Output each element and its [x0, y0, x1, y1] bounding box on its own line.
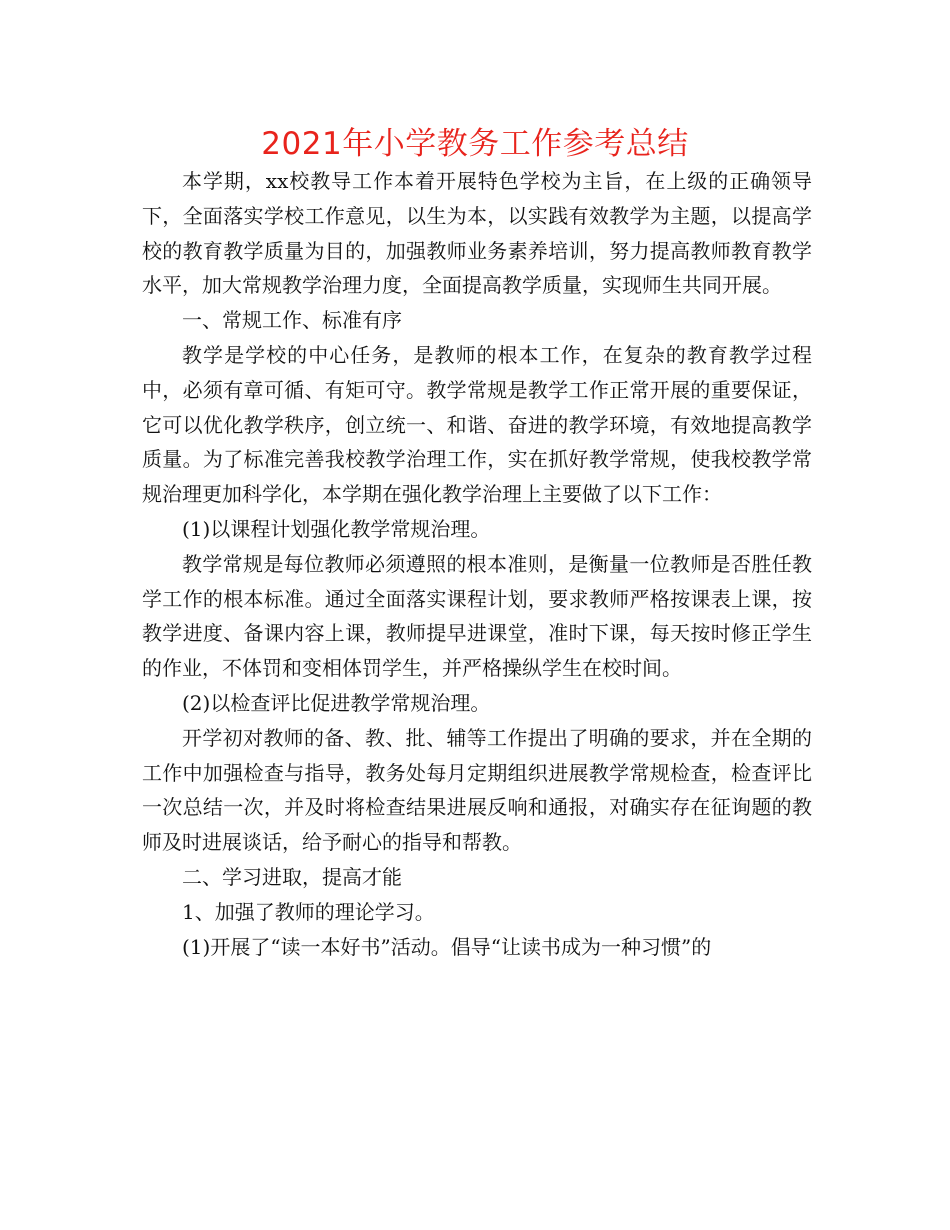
document-body [142, 164, 812, 964]
document-title: 2021年小学教务工作参考总结 [261, 126, 689, 162]
paragraph-intro: 本学期，xx校教导工作本着开展特色学校为主旨，在上级的正确领导下，全面落实学校工作意见，以生为本，以实践有效教学为主题，以提高学校的教育教学质量为目的，加强教师业务素养培训，努力提高教师教育教学水平，加大常规教学治理力度，全面提高教学质量，实现师生共同开展。 [142, 169, 812, 298]
section-heading-1: 一、常规工作、标准有序 [182, 308, 402, 333]
section-heading-2: 二、学习进取，提高才能 [182, 864, 402, 889]
paragraph-inspection: 开学初对教师的备、教、批、辅等工作提出了明确的要求，并在全期的工作中加强检查与指导，教务处每月定期组织进展教学常规检查，检查评比一次总结一次，并及时将检查结果进展反响和通报，对确实存在征询题的教师及时进展谈话，给予耐心的指导和帮教。 [142, 725, 812, 855]
paragraph-teaching-routine: 教学是学校的中心任务，是教师的根本工作，在复杂的教育教学过程中，必须有章可循、有矩可守。教学常规是教学工作正常开展的重要保证，它可以优化教学秩序，创立统一、和谐、奋进的教学环境，有效地提高教学质量。为了标准完善我校教学治理工作，实在抓好教学常规，使我校教学常规治理更加科学化，本学期在强化教学治理上主要做了以下工作： [142, 342, 812, 507]
subheading-3: 1、加强了教师的理论学习。 [182, 899, 435, 924]
paragraph-reading-activity: (1)开展了“读一本好书”活动。倡导“让读书成为一种习惯”的 [182, 934, 712, 959]
paragraph-routine-standard: 教学常规是每位教师必须遵照的根本准则，是衡量一位教师是否胜任教学工作的根本标准。通过全面落实课程计划，要求教师严格按课表上课，按教学进度、备课内容上课，教师提早进课堂，准时下课，每天按时修正学生的作业，不体罚和变相体罚学生，并严格操纵学生在校时间。 [142, 551, 812, 681]
subheading-2: (2)以检查评比促进教学常规治理。 [182, 690, 491, 715]
subheading-1: (1)以课程计划强化教学常规治理。 [182, 516, 491, 541]
